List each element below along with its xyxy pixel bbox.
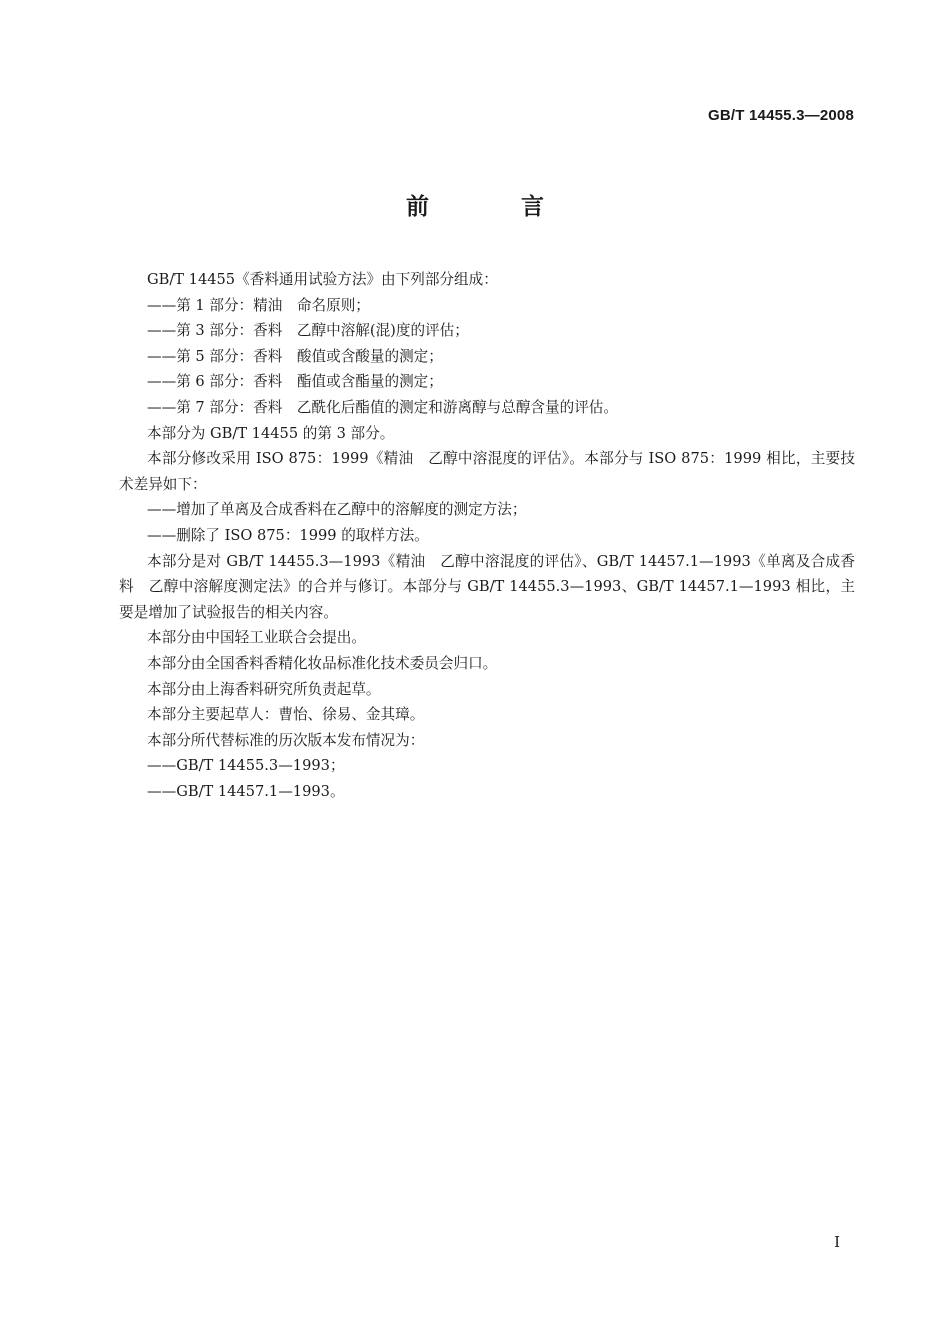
page-title: 前 言	[405, 194, 586, 220]
page-number: I	[834, 1233, 840, 1251]
foreword-body	[119, 267, 855, 804]
paragraph: GB/T 14455《香料通用试验方法》由下列部分组成：	[147, 271, 498, 288]
list-item: ——GB/T 14455.3—1993；	[147, 757, 345, 775]
list-item: ——第 6 部分：香料 酯值或含酯量的测定；	[147, 373, 443, 391]
paragraph: 本部分为 GB/T 14455 的第 3 部分。	[147, 424, 395, 442]
list-item: ——第 1 部分：精油 命名原则；	[147, 296, 370, 314]
list-item: ——GB/T 14457.1—1993。	[147, 782, 345, 800]
paragraph: 本部分所代替标准的历次版本发布情况为：	[147, 731, 425, 749]
list-item: ——删除了 ISO 875：1999 的取样方法。	[147, 526, 429, 544]
list-item: ——增加了单离及合成香料在乙醇中的溶解度的测定方法；	[147, 501, 527, 519]
standard-code: GB/T 14455.3—2008	[708, 107, 854, 124]
list-item: ——第 3 部分：香料 乙醇中溶解(混)度的评估；	[147, 322, 469, 340]
paragraph: 本部分主要起草人：曹怡、徐易、金其璋。	[147, 706, 425, 724]
paragraph: 本部分由上海香料研究所负责起草。	[147, 680, 381, 698]
paragraph: 本部分由中国轻工业联合会提出。	[147, 629, 366, 647]
list-item: ——第 7 部分：香料 乙酰化后酯值的测定和游离醇与总醇含量的评估。	[147, 398, 618, 416]
list-item: ——第 5 部分：香料 酸值或含酸量的测定；	[147, 347, 443, 365]
paragraph: 本部分修改采用 ISO 875：1999《精油 乙醇中溶混度的评估》。本部分与 ISO 875：1999 相比，主要技术差异如下：	[119, 450, 855, 493]
paragraph: 本部分由全国香料香精化妆品标准化技术委员会归口。	[147, 654, 498, 672]
paragraph: 本部分是对 GB/T 14455.3—1993《精油 乙醇中溶混度的评估》、GB/T 14457.1—1993《单离及合成香料 乙醇中溶解度测定法》的合并与修订。本部分与 GB/T 14455.3—1993、GB/T 14457.1—1993 相比，主要是增加了试验报告的相关内容。	[119, 552, 855, 621]
